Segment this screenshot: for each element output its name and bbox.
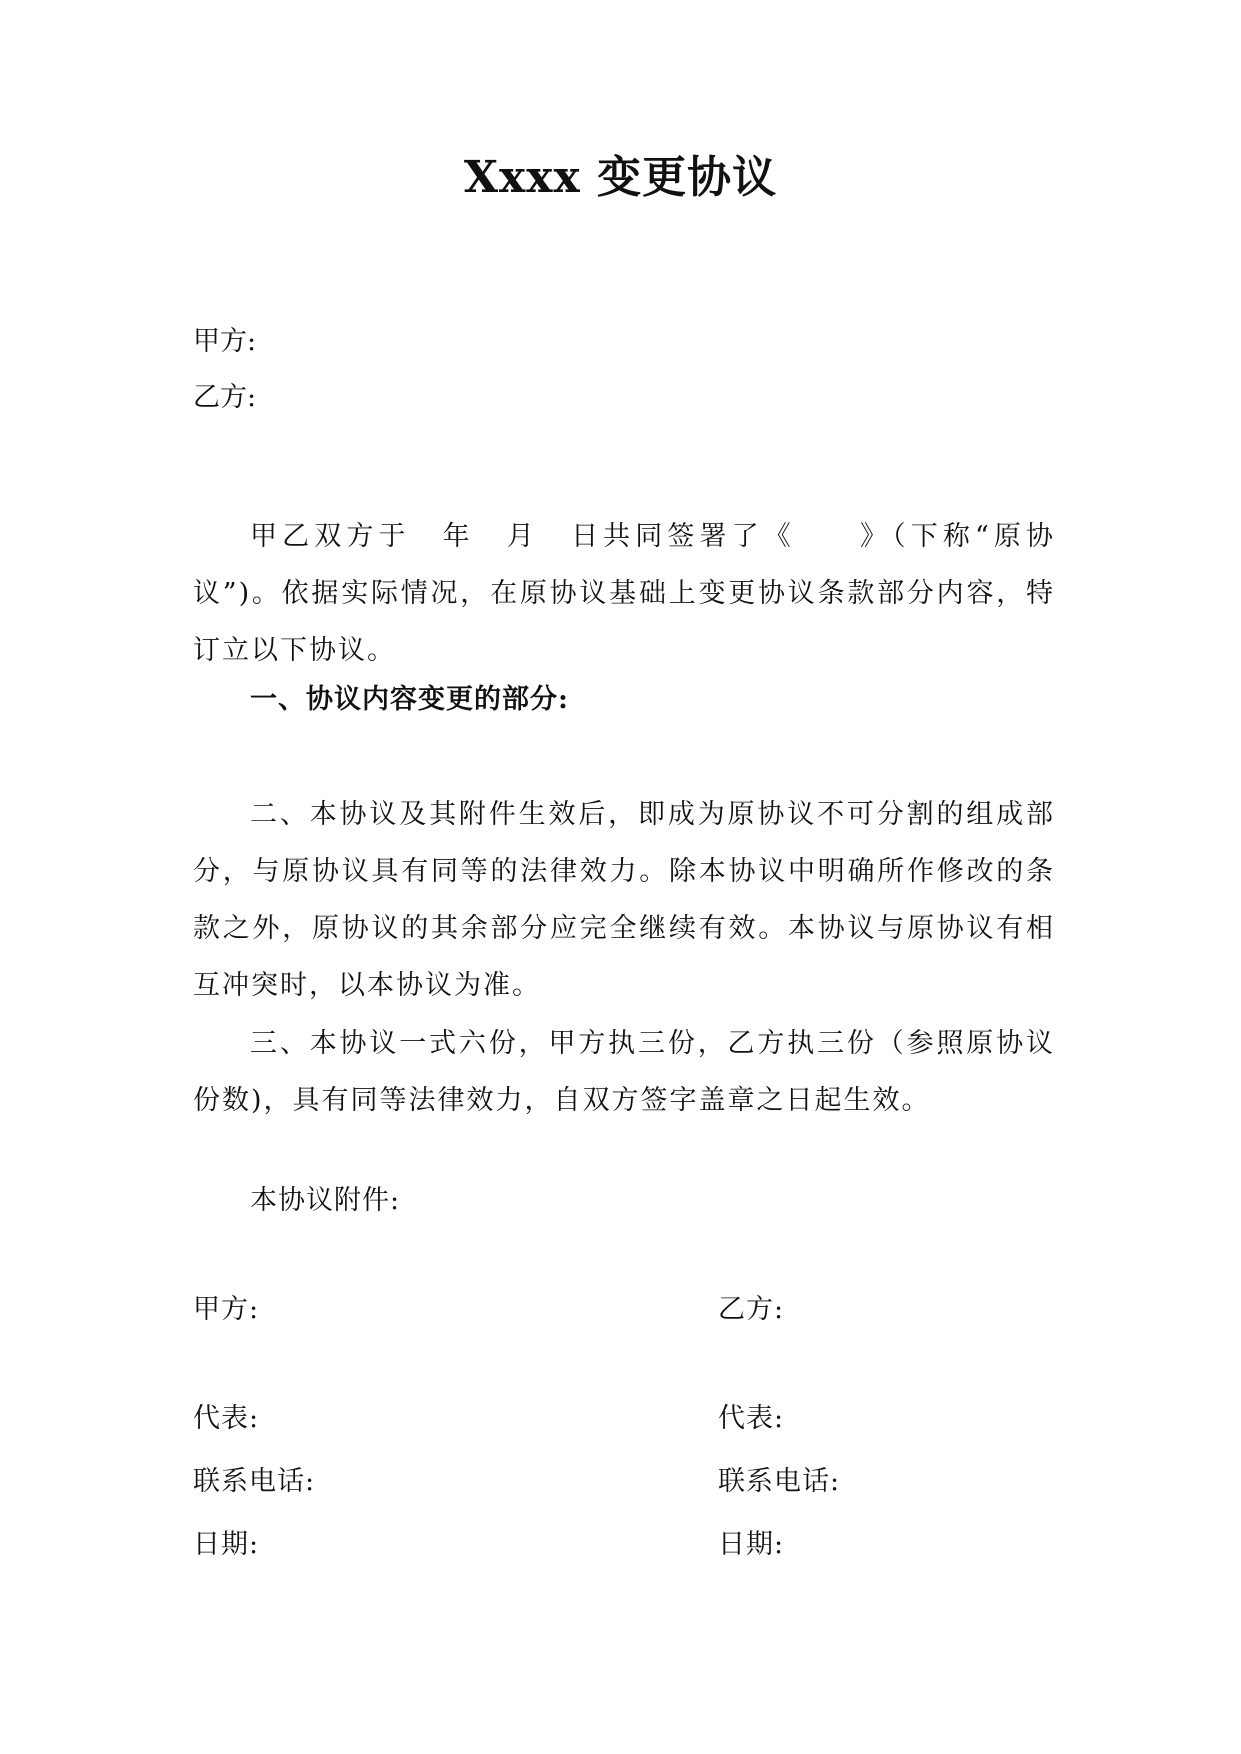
signature-date-b: 日期: [718,1529,785,1560]
signature-party-a: 甲方: [193,1294,260,1325]
signature-phone-b: 联系电话: [718,1466,841,1497]
attachment-label: 本协议附件: [250,1185,401,1216]
intro-paragraph: 甲乙双方于 年 月 日共同签署了《 》（下称“原协议”)。依据实际情况，在原协议基础上变更协议条款部分内容，特订立以下协议。 [193,521,1055,666]
signature-phone-a: 联系电话: [193,1466,316,1497]
signature-representative-b: 代表: [718,1403,785,1434]
signature-party-b: 乙方: [718,1294,785,1325]
signature-date-a: 日期: [193,1529,260,1560]
section-2-paragraph: 二、本协议及其附件生效后，即成为原协议不可分割的组成部分，与原协议具有同等的法律效力。除本协议中明确所作修改的条款之外，原协议的其余部分应完全继续有效。本协议与原协议有相互冲突时，以本协议为准。 [193,799,1055,1001]
document-title: Xxxx 变更协议 [463,152,778,203]
section-3-paragraph: 三、本协议一式六份，甲方执三份，乙方执三份（参照原协议份数)，具有同等法律效力，自双方签字盖章之日起生效。 [193,1028,1055,1116]
party-b-label: 乙方: [193,382,257,413]
section-1-heading: 一、协议内容变更的部分: [250,684,569,715]
party-a-label: 甲方: [193,326,257,357]
signature-representative-a: 代表: [193,1403,260,1434]
